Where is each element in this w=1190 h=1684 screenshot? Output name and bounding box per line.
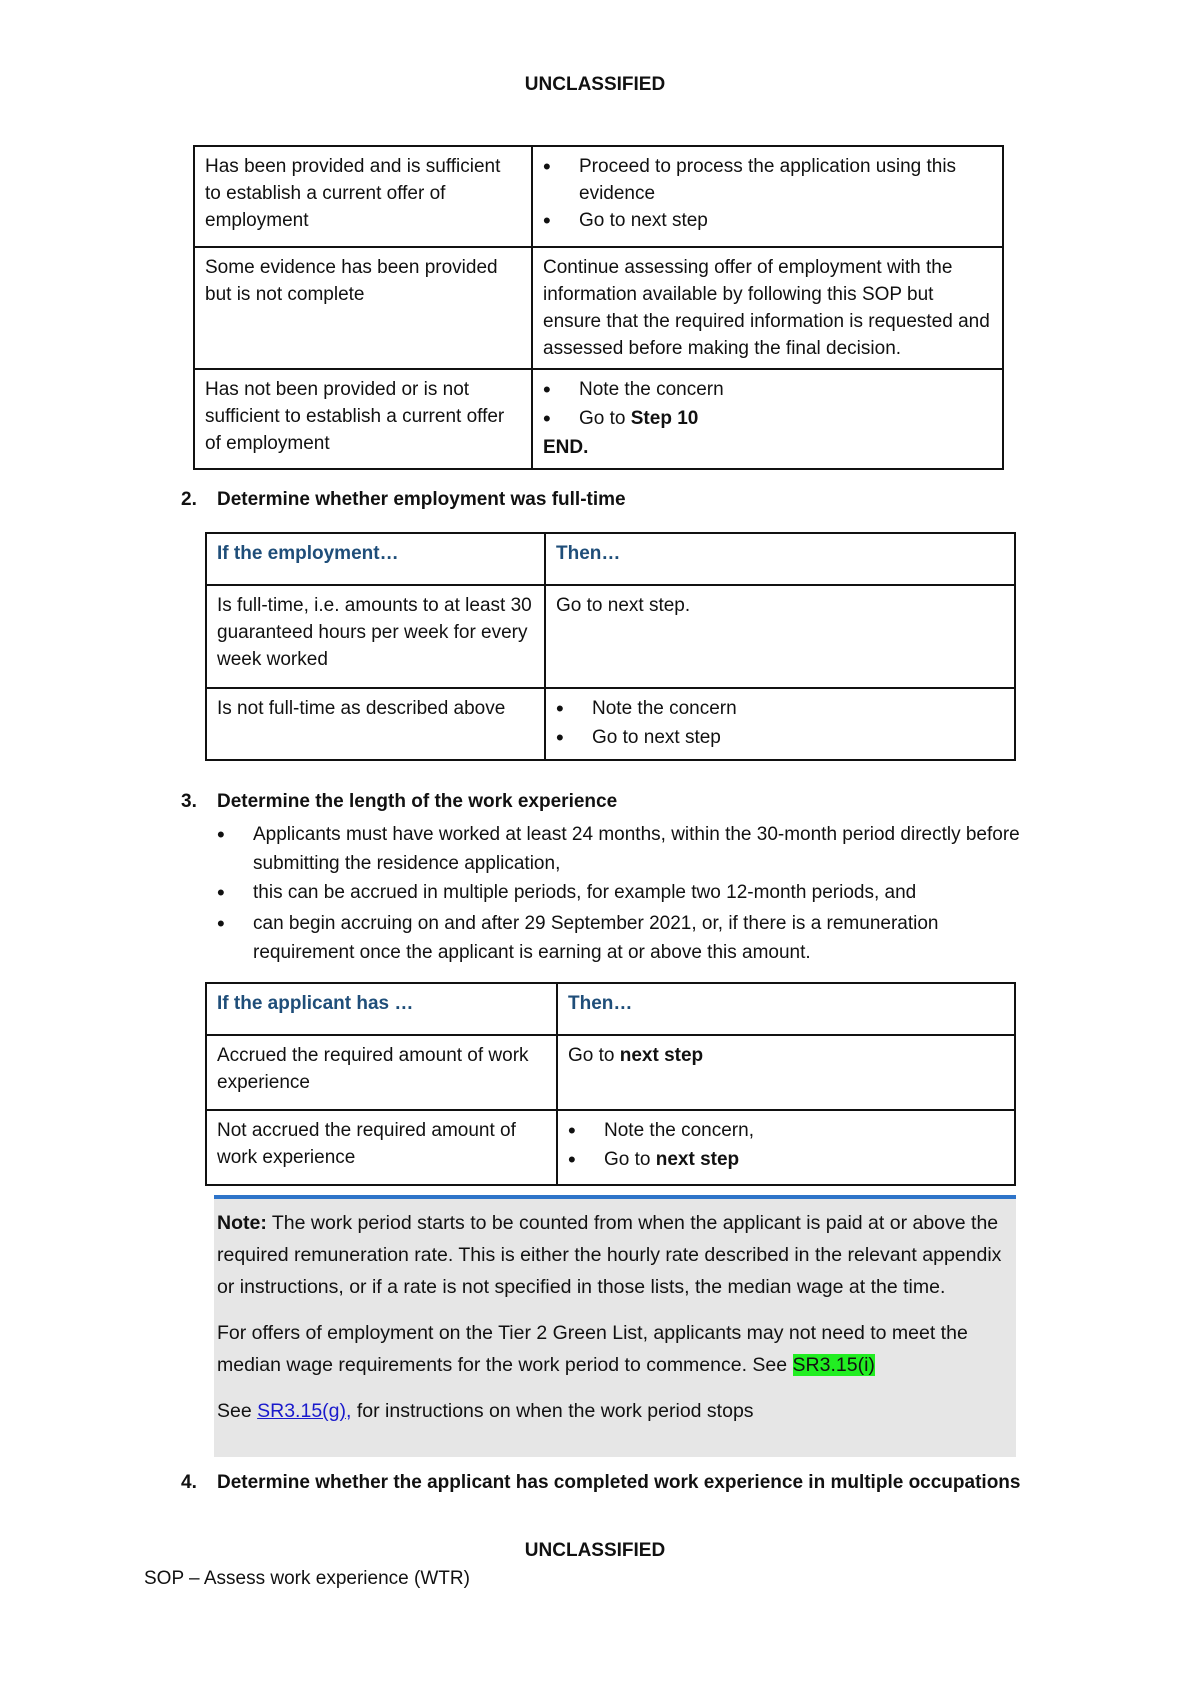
table-row	[206, 688, 1015, 760]
bullet-icon	[568, 1146, 604, 1175]
list-item: • this can be accrued in multiple periods, for example two 12-month periods, and	[217, 878, 1027, 909]
section-2-heading: 2. Determine whether employment was full-time	[181, 489, 626, 510]
header-classification: UNCLASSIFIED	[524, 74, 666, 95]
note-box	[214, 1195, 1016, 1457]
section-4-heading: 4. Determine whether the applicant has completed work experience in multiple occupations	[181, 1472, 1021, 1493]
work-experience-table	[205, 982, 1016, 1186]
note-paragraph: Note: The work period starts to be counted from when the applicant is paid at or above the required remuneration rate. This is either the hourly rate described in the relevant appendix or instructions, or if a rate is not specified in those lists, the median wage at the time.	[217, 1212, 1002, 1298]
bullet-icon	[556, 695, 592, 724]
sr3-15i-reference: SR3.15(i)	[792, 1354, 875, 1376]
table-cell-condition: Has been provided and is sufficient to establish a current offer of employment	[194, 146, 532, 247]
table-cell-condition: Accrued the required amount of work experience	[206, 1035, 557, 1110]
table-cell-condition: Not accrued the required amount of work experience	[206, 1110, 557, 1185]
bullet-icon	[568, 1117, 604, 1146]
table-row	[194, 146, 1003, 247]
end-marker: END.	[543, 437, 589, 458]
bullet-icon	[217, 878, 253, 909]
list-item: • Note the concern	[543, 376, 992, 405]
section-3-heading: 3. Determine the length of the work experience	[181, 791, 618, 812]
table-cell-condition: Is full-time, i.e. amounts to at least 30 guaranteed hours per week for every week worked	[206, 585, 545, 688]
list-item: • Applicants must have worked at least 24 months, within the 30-month period directly before submitting the residence application,	[217, 820, 1027, 878]
bullet-icon	[543, 405, 579, 434]
offer-evidence-table	[193, 145, 1004, 470]
list-item: • Proceed to process the application using this evidence	[543, 153, 992, 207]
bullet-icon	[217, 820, 253, 851]
table-cell-action	[532, 146, 1003, 247]
list-item: • Note the concern,	[568, 1117, 1004, 1146]
list-item: • Go to next step	[556, 724, 1004, 753]
table-cell-condition: Some evidence has been provided but is not complete	[194, 247, 532, 369]
note-paragraph: For offers of employment on the Tier 2 Green List, applicants may not need to meet the median wage requirements for the work period to commence. See SR3.15(i)	[217, 1322, 968, 1376]
table-cell-result: Go to next step.	[545, 585, 1015, 688]
table-cell-result	[545, 688, 1015, 760]
table-cell-action	[532, 369, 1003, 469]
table-row	[206, 1035, 1015, 1110]
column-header-result: Then…	[557, 983, 1015, 1035]
table-row	[194, 247, 1003, 369]
list-item: • Go to Step 10	[543, 405, 992, 434]
bullet-icon	[217, 909, 253, 940]
footer-doc-title: SOP – Assess work experience (WTR)	[144, 1568, 470, 1589]
full-time-table	[205, 532, 1016, 761]
section-3-bullet-list	[217, 820, 1027, 967]
table-cell-condition: Has not been provided or is not sufficient to establish a current offer of employment	[194, 369, 532, 469]
list-item: • Go to next step	[543, 207, 992, 236]
column-header-result: Then…	[545, 533, 1015, 585]
table-header-row	[206, 533, 1015, 585]
list-item: • can begin accruing on and after 29 September 2021, or, if there is a remuneration requirement once the applicant is earning at or above this amount.	[217, 909, 1027, 967]
sr3-15g-link[interactable]: SR3.15(g),	[257, 1400, 352, 1422]
bullet-icon	[543, 376, 579, 405]
table-cell-condition: Is not full-time as described above	[206, 688, 545, 760]
list-item: • Go to next step	[568, 1146, 1004, 1175]
list-item: • Note the concern	[556, 695, 1004, 724]
bullet-icon	[556, 724, 592, 753]
table-cell-result: Go to next step	[557, 1035, 1015, 1110]
footer-classification: UNCLASSIFIED	[524, 1540, 666, 1561]
bullet-icon	[543, 207, 579, 236]
column-header-condition: If the employment…	[206, 533, 545, 585]
table-row	[206, 1110, 1015, 1185]
column-header-condition: If the applicant has …	[206, 983, 557, 1035]
table-header-row	[206, 983, 1015, 1035]
table-cell-result	[557, 1110, 1015, 1185]
table-cell-action: Continue assessing offer of employment with the information available by following this SOP but ensure that the required information is requested and assessed before making the final decision.	[532, 247, 1003, 369]
note-paragraph: See SR3.15(g), for instructions on when the work period stops	[217, 1400, 754, 1422]
bullet-icon	[543, 153, 579, 182]
table-row	[206, 585, 1015, 688]
table-row	[194, 369, 1003, 469]
